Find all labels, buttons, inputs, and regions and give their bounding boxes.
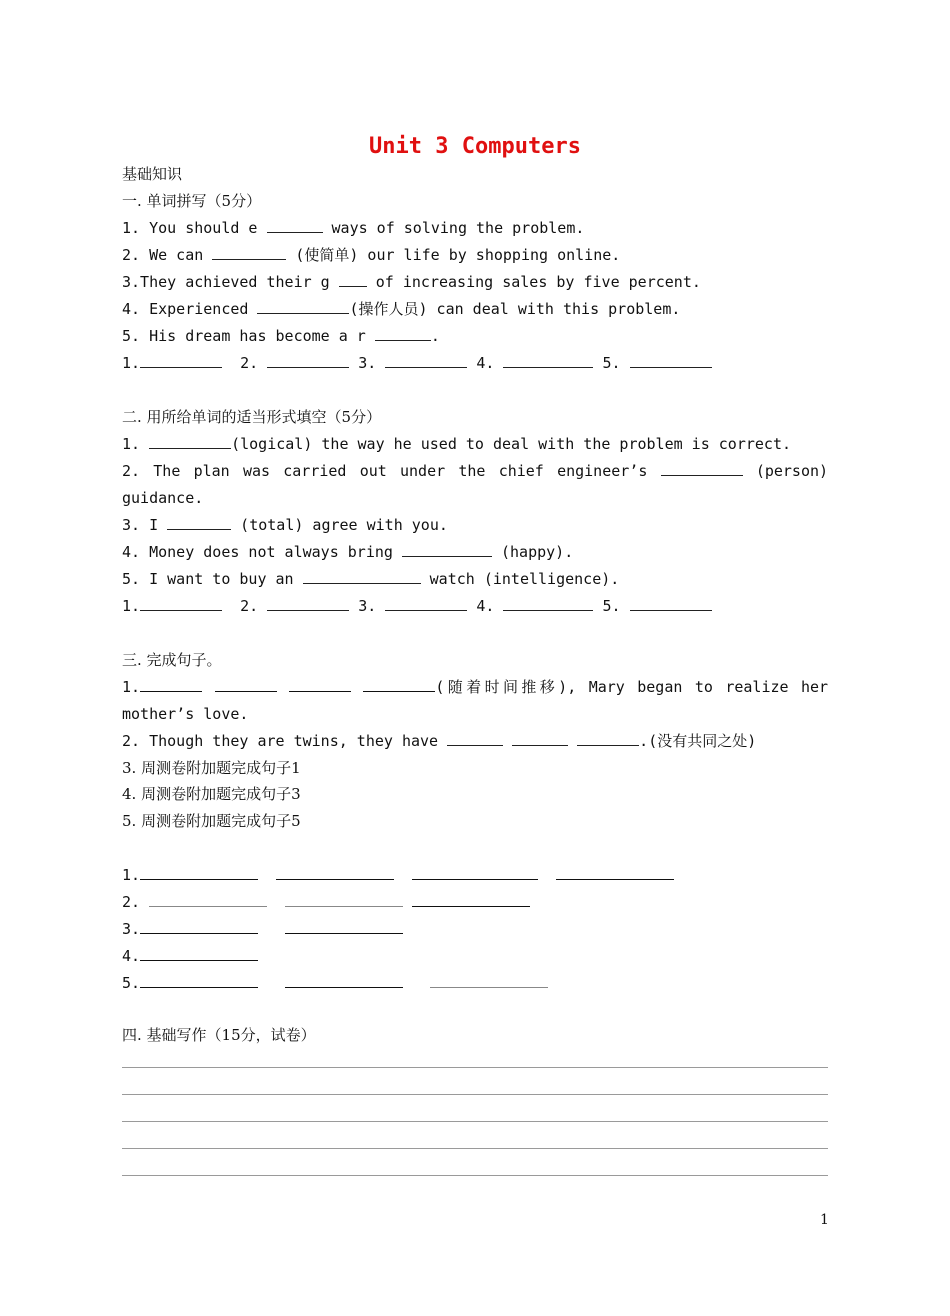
answer-blank[interactable] <box>503 597 593 611</box>
blank[interactable] <box>577 732 639 746</box>
answer-blank[interactable] <box>140 866 258 880</box>
answer-blank[interactable] <box>285 920 403 934</box>
answer-blank[interactable] <box>267 597 349 611</box>
blank[interactable] <box>447 732 503 746</box>
sec3-answer-4: 4. <box>122 946 828 966</box>
writing-line[interactable] <box>122 1175 828 1176</box>
sec2-question-2-continued: guidance. <box>122 489 204 507</box>
page-number: 1 <box>820 1212 829 1228</box>
writing-line[interactable] <box>122 1067 828 1068</box>
answer-blank[interactable] <box>140 947 258 961</box>
sec1-question-5: 5. His dream has become a r . <box>122 327 440 345</box>
blank[interactable] <box>257 300 349 314</box>
sec1-question-4: 4. Experienced (操作人员) can deal with this problem. <box>122 300 681 318</box>
sec2-question-5: 5. I want to buy an watch (intelligence). <box>122 570 620 588</box>
sec3-question-4: 4. 周测卷附加题完成句子3 <box>122 785 301 803</box>
blank[interactable] <box>303 570 421 584</box>
blank[interactable] <box>149 435 231 449</box>
sec2-question-3: 3. I (total) agree with you. <box>122 516 448 534</box>
sec2-heading: 二. 用所给单词的适当形式填空（5分） <box>122 408 382 426</box>
answer-blank[interactable] <box>140 597 222 611</box>
blank[interactable] <box>212 246 286 260</box>
sec4-heading: 四. 基础写作（15分，试卷） <box>122 1026 316 1044</box>
sec1-question-2: 2. We can (使简单) our life by shopping online. <box>122 246 621 264</box>
blank[interactable] <box>215 678 277 692</box>
sec3-answer-3: 3. <box>122 919 828 939</box>
answer-blank[interactable] <box>140 974 258 988</box>
blank[interactable] <box>167 516 231 530</box>
sec2-question-2: 2. The plan was carried out under the chief engineer’s (person) <box>122 462 829 480</box>
answer-blank[interactable] <box>149 893 267 907</box>
blank[interactable] <box>289 678 351 692</box>
answer-blank[interactable] <box>430 974 548 988</box>
sec2-question-1: 1. (logical) the way he used to deal with the problem is correct. <box>122 435 792 453</box>
sec1-heading: 一. 单词拼写（5分） <box>122 192 262 210</box>
answer-blank[interactable] <box>630 354 712 368</box>
sec1-answer-row: 1. 2. 3. 4. 5. <box>122 353 828 373</box>
answer-blank[interactable] <box>140 920 258 934</box>
answer-blank[interactable] <box>556 866 674 880</box>
writing-line[interactable] <box>122 1148 828 1149</box>
sec3-question-1: 1. (随着时间推移), Mary began to realize her <box>122 678 829 696</box>
answer-blank[interactable] <box>285 893 403 907</box>
answer-blank[interactable] <box>276 866 394 880</box>
answer-blank[interactable] <box>385 354 467 368</box>
blank[interactable] <box>375 327 431 341</box>
blank[interactable] <box>140 678 202 692</box>
blank[interactable] <box>402 543 492 557</box>
sec1-question-1: 1. You should e ways of solving the problem. <box>122 219 585 237</box>
blank[interactable] <box>512 732 568 746</box>
sec3-answer-2: 2. <box>122 892 828 912</box>
answer-blank[interactable] <box>630 597 712 611</box>
sec2-answer-row: 1. 2. 3. 4. 5. <box>122 596 828 616</box>
blank[interactable] <box>339 273 367 287</box>
page-title: Unit 3 Computers <box>369 134 581 159</box>
sec3-question-3: 3. 周测卷附加题完成句子1 <box>122 759 301 777</box>
answer-blank[interactable] <box>140 354 222 368</box>
blank[interactable] <box>661 462 743 476</box>
sec3-answer-1: 1. <box>122 865 828 885</box>
sec1-question-3: 3.They achieved their g of increasing sales by five percent. <box>122 273 701 291</box>
sec3-question-1-continued: mother’s love. <box>122 705 249 723</box>
answer-blank[interactable] <box>267 354 349 368</box>
section-label: 基础知识 <box>122 165 183 183</box>
sec3-answer-5: 5. <box>122 973 828 993</box>
answer-blank[interactable] <box>385 597 467 611</box>
blank[interactable] <box>363 678 435 692</box>
sec2-question-4: 4. Money does not always bring (happy). <box>122 543 574 561</box>
blank[interactable] <box>267 219 323 233</box>
answer-blank[interactable] <box>412 866 538 880</box>
writing-line[interactable] <box>122 1121 828 1122</box>
sec3-question-5: 5. 周测卷附加题完成句子5 <box>122 812 301 830</box>
writing-line[interactable] <box>122 1094 828 1095</box>
sec3-heading: 三. 完成句子。 <box>122 651 222 669</box>
answer-blank[interactable] <box>503 354 593 368</box>
sec3-question-2: 2. Though they are twins, they have .(没有共同之处) <box>122 732 757 750</box>
answer-blank[interactable] <box>412 893 530 907</box>
answer-blank[interactable] <box>285 974 403 988</box>
